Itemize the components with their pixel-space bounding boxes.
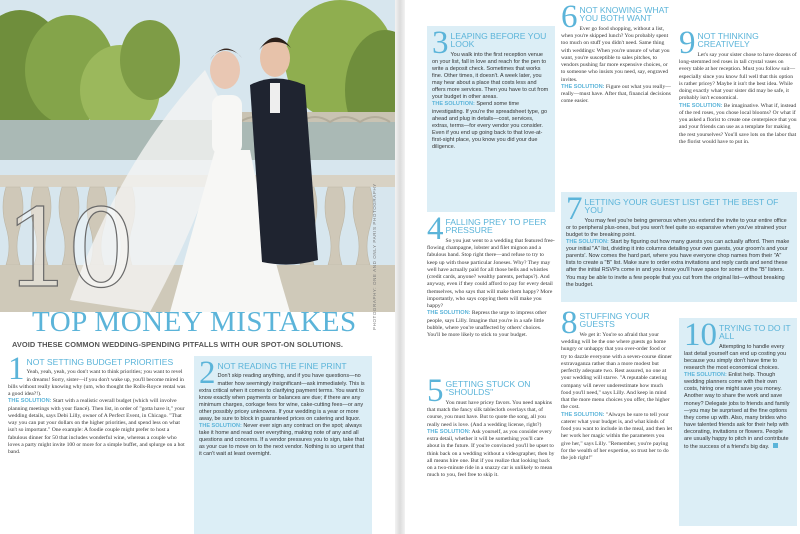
solution-label: THE SOLUTION: — [432, 101, 475, 108]
tip-10 — [679, 318, 797, 526]
solution-label: THE SOLUTION: — [684, 372, 727, 379]
solution-label: THE SOLUTION: — [427, 310, 471, 317]
tip-number: 5 — [427, 378, 444, 409]
tip-solution: Never ever sign any contract on the spot; always take it home and read over everything, making note of any and all questions and concerns. If a vendor pressures you to sign, take that as your cue to move on to the next vendor. Nothing is so urgent that it can't wait at least overnight. — [199, 423, 365, 458]
tip-number: 2 — [199, 356, 216, 391]
tip-body — [432, 52, 550, 151]
tip-solution: Spend some time investigating. If you're the spreadsheet type, go ahead and plug in details—cost, services, extras, terms—for every vendor you consider. Even if you end up going back to that love-at-first-sight place, you know you did your due diligence. — [432, 101, 548, 151]
tip-body — [427, 238, 555, 340]
tip-body — [8, 369, 188, 456]
tip-body — [561, 26, 673, 106]
end-mark — [773, 443, 778, 448]
tip-body — [684, 344, 792, 451]
tip-title: TRYING TO DO IT ALL — [719, 323, 791, 342]
tip-solution: Be imaginative. What if, instead of the red roses, you chose local blooms? Or what if you asked a florist to create one centerpiece that you and your friends can use as a template for making the rest yourselves? You'll save lots on the labor that the florist would have to put in. — [679, 102, 797, 145]
solution-label: THE SOLUTION: — [561, 83, 605, 90]
tip-body — [427, 400, 555, 480]
tip-solution: Figure out what you really—really—must have. After that, financial decisions come easier. — [561, 83, 671, 105]
tip-title: GETTING STUCK ON "SHOULDS" — [445, 379, 531, 398]
tip-title: LETTING YOUR GUEST LIST GET THE BEST OF YOU — [584, 197, 779, 216]
photo-credit: PHOTOGRAPHY: ONE AND ONLY PARIS PHOTOGRAPHY — [372, 183, 377, 330]
tip-8 — [561, 310, 673, 532]
tip-body-text: Yeah, yeah, yeah, you don't want to think priorities; you want to revel in dreams! Sorry, sister—if you don't wake up, you'll become mired in bills without really knowing why (um, who thought the Rolls-Royce rental was a good idea?!). — [8, 369, 186, 398]
tip-title: NOT SETTING BUDGET PRIORITIES — [26, 357, 174, 367]
solution-label: THE SOLUTION: — [427, 428, 471, 435]
tip-solution: Enlist help. Though wedding planners come with their own costs, hiring one might save you money. Another way to share the work and save money? Delegate jobs to friends and family—you may be surprised at the fine options they come up with. Also, many brides who have talented friends ask for their help with decorating, invitations or flowers. People are usually happy to pitch in and contribute to the success of a friend's big day. — [684, 372, 790, 451]
tip-number: 1 — [8, 356, 25, 387]
tip-solution: Repress the urge to impress other people, says Lilly. Imagine that you're in a safe little bubble, where you're unaffected by others' choices. You'll be more likely to stick to your budget. — [427, 310, 547, 339]
solution-label: THE SOLUTION: — [566, 239, 609, 246]
tip-title: FALLING PREY TO PEER PRESSURE — [445, 217, 547, 236]
tip-number: 7 — [566, 192, 583, 227]
tip-body — [199, 373, 367, 458]
tip-5 — [427, 378, 555, 530]
tip-solution: Ask yourself, as you consider every extra detail, whether it will be something you'll care about in the future. If you're convinced you'll be upset to think back on a wedding without a videographer, then by all means hire one. But if you realize that looking back on a two-minute ride in a snazzy car is unlikely to mean much to you, feel free to skip it. — [427, 428, 555, 479]
tip-1 — [8, 356, 188, 534]
tip-body-text: Attempting to handle every last detail yourself can end up costing you because you simply don't have time to research the most economical choices. — [684, 343, 787, 372]
solution-label: THE SOLUTION: — [561, 411, 605, 418]
tip-number: 9 — [679, 30, 696, 61]
tip-title: NOT READING THE FINE PRINT — [217, 361, 347, 371]
tip-number: 8 — [561, 310, 578, 341]
tip-body-text: We get it: You're so afraid that your wedding will be the one where guests go home hungry or unhappy that you over-order food or try to dazzle everyone with a seven-course dinner extravaganza rather than a more modest but perfectly adequate two. Rest assured, no one at your wedding will starve. "A reputable catering company will never underestimate how much food you'll need," says Lilly. And keep in mind that the more menu choices you offer, the higher the cost. — [561, 331, 673, 411]
tip-number: 10 — [684, 318, 717, 353]
tip-number: 6 — [561, 4, 578, 35]
solution-label: THE SOLUTION: — [199, 423, 242, 430]
tip-body — [679, 52, 797, 146]
page-gutter — [395, 0, 405, 534]
page-headline: TOP MONEY MISTAKES — [32, 306, 357, 338]
tip-2 — [194, 356, 372, 534]
solution-label: THE SOLUTION: — [8, 398, 52, 405]
right-page — [405, 0, 800, 534]
tip-9 — [679, 30, 797, 188]
left-page — [0, 0, 395, 534]
tip-title: STUFFING YOUR GUESTS — [579, 311, 650, 330]
tip-title: LEAPING BEFORE YOU LOOK — [450, 31, 547, 50]
big-number-ten: 10 — [4, 187, 130, 312]
tip-4 — [427, 216, 555, 378]
tip-body-text: Let's say your sister chose to have dozens of long-stemmed red roses in tall crystal vases on every table at her reception. Must you follow suit—especially since you know full well that this option is rather pricey? Maybe it isn't the best idea. While doing exactly what your sister did may be safe, it probably isn't economical. — [679, 51, 797, 102]
tip-solution: "Always be sure to tell your caterer what your budget is, and what kinds of food you want to include in the meal, and then let her work her magic within the parameters you give her," says Lilly. "Remember, you're paying for the wealth of her expertise, so trust her to do the job right!" — [561, 411, 673, 462]
tip-solution: Start with a realistic overall budget (which will involve planning meetings with your fiancé). Then list, in order of "gotta have it," your wedding details, says Debi Lilly, owner of A Perfect Event, in Chicago. "That way you can put your dollars on the higher priorities, and spend less on what isn't so important." One example: A foodie couple might prefer to host a fabulous dinner for 50 that includes wonderful wine, whereas a couple who loves a party might invite 100 or more for a simple buffet, and splurge on a hot band. — [8, 398, 185, 456]
tip-title: NOT KNOWING WHAT YOU BOTH WANT — [579, 5, 669, 24]
tip-body-text: Don't skip reading anything, and if you have questions—no matter how seemingly insignificant—ask immediately. This is extra critical when it comes to clarifying payment terms. You want to know exactly when payments or balances are due; if there are any minimum charges, corkage fees for wine, cake-cutting fees—or any other possibly pricey unknowns. If your wedding is a year or more away, be sure to block in guaranteed prices on catering and liquor. — [199, 373, 365, 422]
tip-body-text: Ever go food shopping, without a list, when you're skipped lunch? You probably spent too much on stuff you didn't need. Same thing with weddings: When you're unsure of what you want, you're susceptible to sales pitches, to vendors pushing far more expensive choices, or to someone who insists you need, say, engraved invites. — [561, 25, 670, 83]
tip-3 — [427, 26, 555, 212]
tip-number: 4 — [427, 216, 444, 247]
solution-label: THE SOLUTION: — [679, 102, 723, 109]
tip-solution: Start by figuring out how many guests you can actually afford. Then make your initial "A" list, dividing it into columns detailing your own guests, your groom's and your parents'. Now comes the hard part, where you have everyone chop names from their "A" lists to create a "B" list. Make sure to order extra invitations and reply cards and send these after the initial RSVPs come in and you know you'll have space for some of the "B" listers. You may be able to invite a few people that you cut from the original list—without breaking the budget. — [566, 239, 790, 288]
tip-body — [566, 218, 792, 289]
tip-body — [561, 332, 673, 463]
tip-6 — [561, 4, 673, 188]
tip-title: NOT THINKING CREATIVELY — [697, 31, 759, 50]
tip-7 — [561, 192, 797, 302]
tip-body-text: You walk into the first reception venue on your list, fall in love and reach for the pen to write a deposit check. Sometimes that works fine. Other times, it doesn't. A week later, you may hear about a place that costs less and offers more services. Then you have to cut from your budget in other areas. — [432, 51, 549, 101]
tip-body-text: So you just went to a wedding that featured free-flowing champagne, lobster and filet mignon and a fabulous band. Stop right there—and refuse to try to keep up with those particular Joneses. Why? They may well have actually paid for all those bells and whistles (credit cards, anyone? wealthy parents, perhaps?). And anyway, even if they could afford to pay for every detail themselves, who says that will make them happy? More importantly, who says copying them will make you happy? — [427, 237, 555, 310]
tip-number: 3 — [432, 26, 449, 61]
tip-body-text: You may feel you're being generous when you extend the invite to your entire office or to peripheral plus-ones, but you won't feel quite so expansive when you've strained your budget to the breaking point. — [566, 217, 787, 238]
page-subhead: AVOID THESE COMMON WEDDING-SPENDING PITFALLS WITH OUR SPOT-ON SOLUTIONS. — [12, 340, 344, 349]
tip-body-text: You must have pricey favors. You need napkins that match the fancy silk tablecloth overlays that, of course, you must have. But to quote the song, all you really need is love. (And a wedding license, right?) — [427, 399, 552, 428]
